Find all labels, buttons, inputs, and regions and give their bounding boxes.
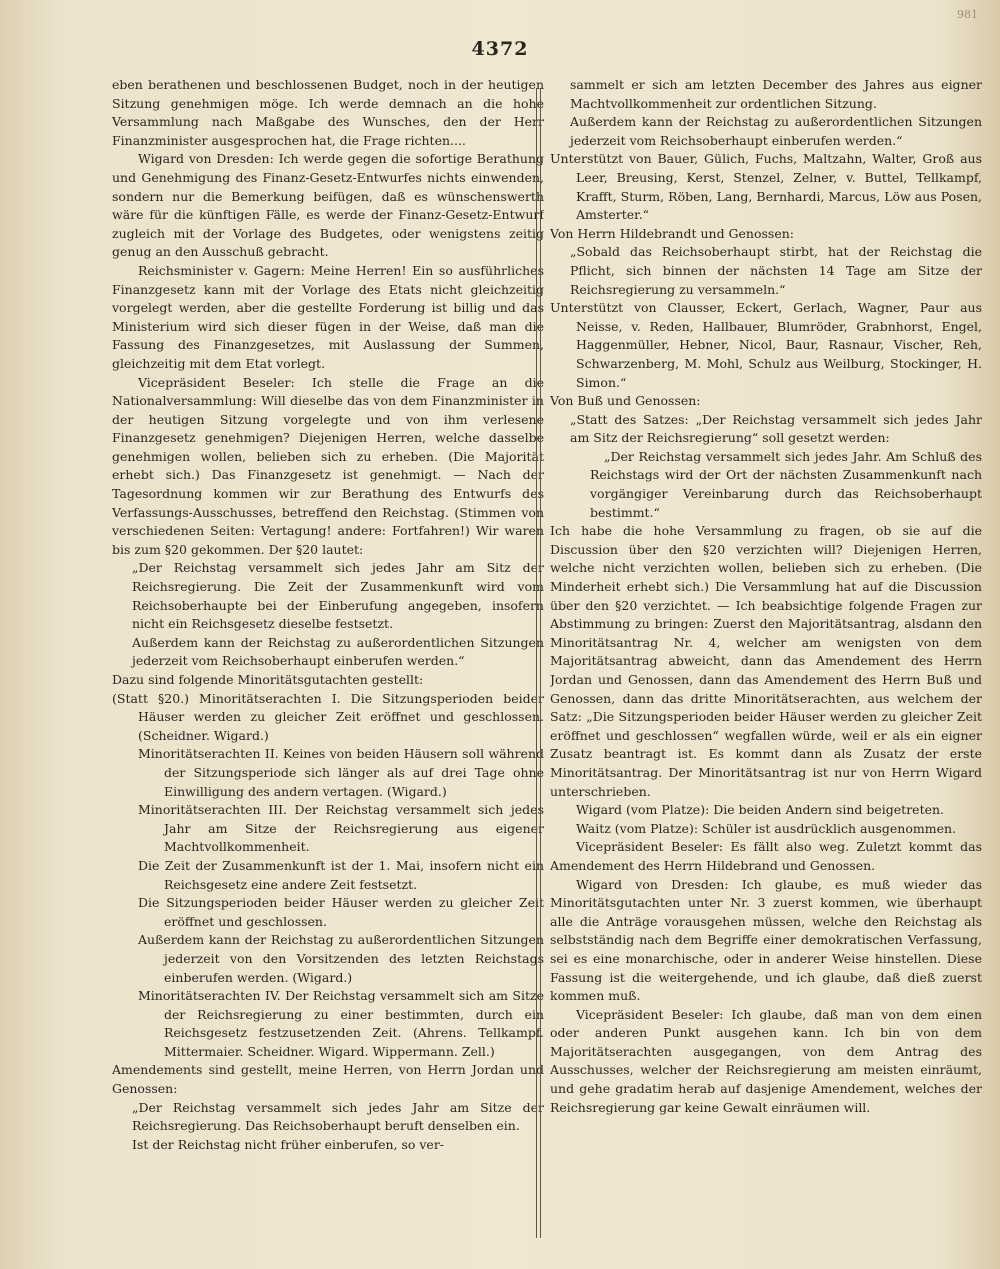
column-divider xyxy=(536,88,541,1238)
amendment-jordan-cont: Ist der Reichstag nicht früher einberufen, so ver- xyxy=(132,1136,445,1152)
speech-wigard: Wigard von Dresden: Ich werde gegen die sofortige Berathung und Genehmigung des Finanz-Gesetz-Entwurfes nichts einwenden, sondern nur die Bemerkung beifügen, daß es wünschenswerth wäre für die künftigen Fälle, es werde der Finanz-Gesetz-Entwurf zugleich mit der Vorlage des Budgetes, oder wenigstens zeitig genug an den Ausschuß gebracht. xyxy=(112,151,544,260)
minority-opinion-3: Minoritätserachten III. Der Reichstag versammelt sich jedes Jahr am Sitze der Reichsregierung aus eigener Machtvollkommenheit. xyxy=(138,802,544,855)
page-number: 4372 xyxy=(471,38,529,60)
speech-wigard-3: Wigard von Dresden: Ich glaube, es muß wieder das Minoritätsgutachten unter Nr. 3 zuerst kommen, wie überhaupt alle die Anträge vorausgehen müssen, welche den Reichstag als selbstständig nach dem Begriffe einer demokratischen Verfassung, sei es eine monarchische, oder in anderer Weise hinstellen. Diese Fassung ist die weitergehende, und ich glaube, daß dieß zuerst kommen muß. xyxy=(550,876,982,1004)
minority-opinion-2: Minoritätserachten II. Keines von beiden Häusern soll während der Sitzungsperiode sich länger als auf drei Tage ohne Einwilligung des andern vertagen. (Wigard.) xyxy=(138,746,544,799)
amendment-jordan-end2: Außerdem kann der Reichstag zu außerordentlichen Sitzungen jederzeit vom Reichsoberhaupt einberufen werden.“ xyxy=(570,114,982,148)
quoted-paragraph-20-cont: Außerdem kann der Reichstag zu außerordentlichen Sitzungen jederzeit vom Reichsoberhaupt einberufen werden.“ xyxy=(132,634,544,669)
speech-gagern: Reichsminister v. Gagern: Meine Herren! Ein so ausführliches Finanzgesetz kann mit der Vorlage des Etats nicht gleichzeitig vorgelegt werden, aber die gestellte Forderung ist billig und das Ministerium wird sich dieser fügen in der Weise, daß man die Fassung des Finanzgesetzes, mit Auslassung der Summen, gleichzeitig mit dem Etat vorlegt. xyxy=(112,262,544,371)
amendment-jordan: „Der Reichstag versammelt sich jedes Jahr am Sitze der Reichsregierung. Das Reichsoberhaupt beruft denselben ein. xyxy=(132,1099,544,1134)
quoted-paragraph-20: „Der Reichstag versammelt sich jedes Jahr am Sitz der Reichsregierung. Die Zeit der Zusammenkunft wird vom Reichsoberhaupte bei der Einberufung angegeben, insofern nicht ein Reichsgesetz dieselbe festsetzt. xyxy=(132,560,544,632)
speech-beseler: Vicepräsident Beseler: Ich stelle die Frage an die Nationalversammlung: Will dieselbe das von dem Finanzminister in der heutigen Sitzung vorgelegte und von ihm verlesene Finanzgesetz genehmigen? Diejenigen Herren, welche dasselbe genehmigen wollen, belieben sich zu erheben. (Die Majorität erhebt sich.) Das Finanzgesetz ist genehmigt. — Nach der Tagesordnung kommen wir zur Berathung des Entwurfs des Verfassungs-Ausschusses, betreffend den Reichstag. (Stimmen von verschiedenen Seiten: Vertagung! andere: Fortfahren!) Wir waren bis zum §20 gekommen. Der §20 lautet: xyxy=(112,374,544,557)
supporters-list-2: Unterstützt von Clausser, Eckert, Gerlach, Wagner, Paur aus Neisse, v. Reden, Hallbauer, Blumröder, Grabnhorst, Engel, Haggenmüller, Hebner, Nicol, Baur, Rasnaur, Vischer, Reh, Schwarzenberg, M. Mohl, Schulz aus Weilburg, Stockinger, H. Simon.“ xyxy=(550,300,982,390)
speech-beseler-3: Vicepräsident Beseler: Ich glaube, daß man von dem einen oder anderen Punkt ausgehen kann. Ich bin von dem Majoritätserachten ausgegangen, von dem Antrag des Ausschusses, welcher der Reichsregierung am meisten einräumt, und gehe gradatim herab auf dasjenige Amendement, welches der Reichsregierung gar keine Gewalt einräumen will. xyxy=(550,1006,982,1115)
minority-opinion-4: Minoritätserachten IV. Der Reichstag versammelt sich am Sitze der Reichsregierung zu einer bestimmten, durch ein Reichsgesetz festzusetzenden Zeit. (Ahrens. Tellkampf. Mittermaier. Scheidner. Wigard. Wippermann. Zell.) xyxy=(138,988,544,1059)
amendments-intro: Amendements sind gestellt, meine Herren, von Herrn Jordan und Genossen: xyxy=(112,1062,544,1097)
corner-mark: 981 xyxy=(957,8,978,21)
speech-waitz: Waitz (vom Platze): Schüler ist ausdrücklich ausgenommen. xyxy=(576,820,956,836)
left-column xyxy=(112,76,544,1254)
speech-wigard-2: Wigard (vom Platze): Die beiden Andern sind beigetreten. xyxy=(576,802,945,818)
amendment-buss-text: „Der Reichstag versammelt sich jedes Jahr. Am Schluß des Reichstags wird der Ort der nächsten Zusammenkunft nach vorgängiger Vereinbarung durch das Reichsoberhaupt bestimmt.“ xyxy=(590,448,982,520)
amendment-jordan-end: sammelt er sich am letzten December des Jahres aus eigner Machtvollkommenheit zur ordentlichen Sitzung. xyxy=(570,77,982,111)
amendment-buss: „Statt des Satzes: „Der Reichstag versammelt sich jedes Jahr am Sitz der Reichsregierung“ soll gesetzt werden: xyxy=(570,411,982,446)
right-column xyxy=(550,76,982,1254)
minority-opinion-1: (Statt §20.) Minoritätserachten I. Die Sitzungsperioden beider Häuser werden zu gleicher Zeit eröffnet und geschlossen. (Scheidner. Wigard.) xyxy=(112,690,544,743)
supporters-list: Unterstützt von Bauer, Gülich, Fuchs, Maltzahn, Walter, Groß aus Leer, Breusing, Kerst, Stenzel, Zelner, v. Buttel, Tellkampf, Krafft, Sturm, Röben, Lang, Bernhardi, Marcus, Löw aus Posen, Amsterter.“ xyxy=(550,151,982,223)
vote-procedure: Ich habe die hohe Versammlung zu fragen, ob sie auf die Discussion über den §20 verzichten will? Diejenigen Herren, welche nicht verzichten wollen, belieben sich zu erheben. (Die Minderheit erhebt sich.) Die Versammlung hat auf die Discussion über den §20 verzichtet. — Ich beabsichtige folgende Fragen zur Abstimmung zu bringen: Zuerst den Majoritätsantrag, alsdann den Minoritätsantrag Nr. 4, welcher am wenigsten von dem Majoritätsantrag abweicht, dann das Amendement des Herrn Jordan und Genossen, dann das Amendement des Herrn Buß und Genossen, dann das dritte Minoritätserachten, aus welchem der Satz: „Die Sitzungsperioden beider Häuser werden zu gleicher Zeit eröffnet und geschlossen“ wegfallen würde, weil er als ein eigner Zusatz beantragt ist. Es kommt dann als Zusatz der erste Minoritätsantrag. Der Minoritätsantrag ist nur von Herrn Wigard unterschrieben. xyxy=(550,523,982,799)
amendment-buss-intro: Von Buß und Genossen: xyxy=(550,393,701,409)
minority-opinion-3c: Die Sitzungsperioden beider Häuser werden zu gleicher Zeit eröffnet und geschlossen. xyxy=(138,895,544,929)
minority-opinion-3d: Außerdem kann der Reichstag zu außerordentlichen Sitzungen jederzeit von den Vorsitzenden des letzten Reichstags einberufen werden. (Wigard.) xyxy=(138,932,544,985)
amendment-hildebrandt-intro: Von Herrn Hildebrandt und Genossen: xyxy=(550,225,795,241)
amendment-hildebrandt: „Sobald das Reichsoberhaupt stirbt, hat der Reichstag die Pflicht, sich binnen der nächsten 14 Tage am Sitze der Reichsregierung zu versammeln.“ xyxy=(570,244,982,297)
speech-beseler-2: Vicepräsident Beseler: Es fällt also weg. Zuletzt kommt das Amendement des Herrn Hildebrand und Genossen. xyxy=(550,839,982,873)
minority-opinion-3b: Die Zeit der Zusammenkunft ist der 1. Mai, insofern nicht ein Reichsgesetz eine andere Zeit festsetzt. xyxy=(138,857,544,892)
minority-intro: Dazu sind folgende Minoritätsgutachten gestellt: xyxy=(112,672,424,687)
paragraph: eben berathenen und beschlossenen Budget, noch in der heutigen Sitzung genehmigen möge. Ich werde demnach an die hohe Versammlung nach Maßgabe des Wunsches, den der Herr Finanzminister ausgesprochen hat, die Frage richten.... xyxy=(112,77,544,148)
